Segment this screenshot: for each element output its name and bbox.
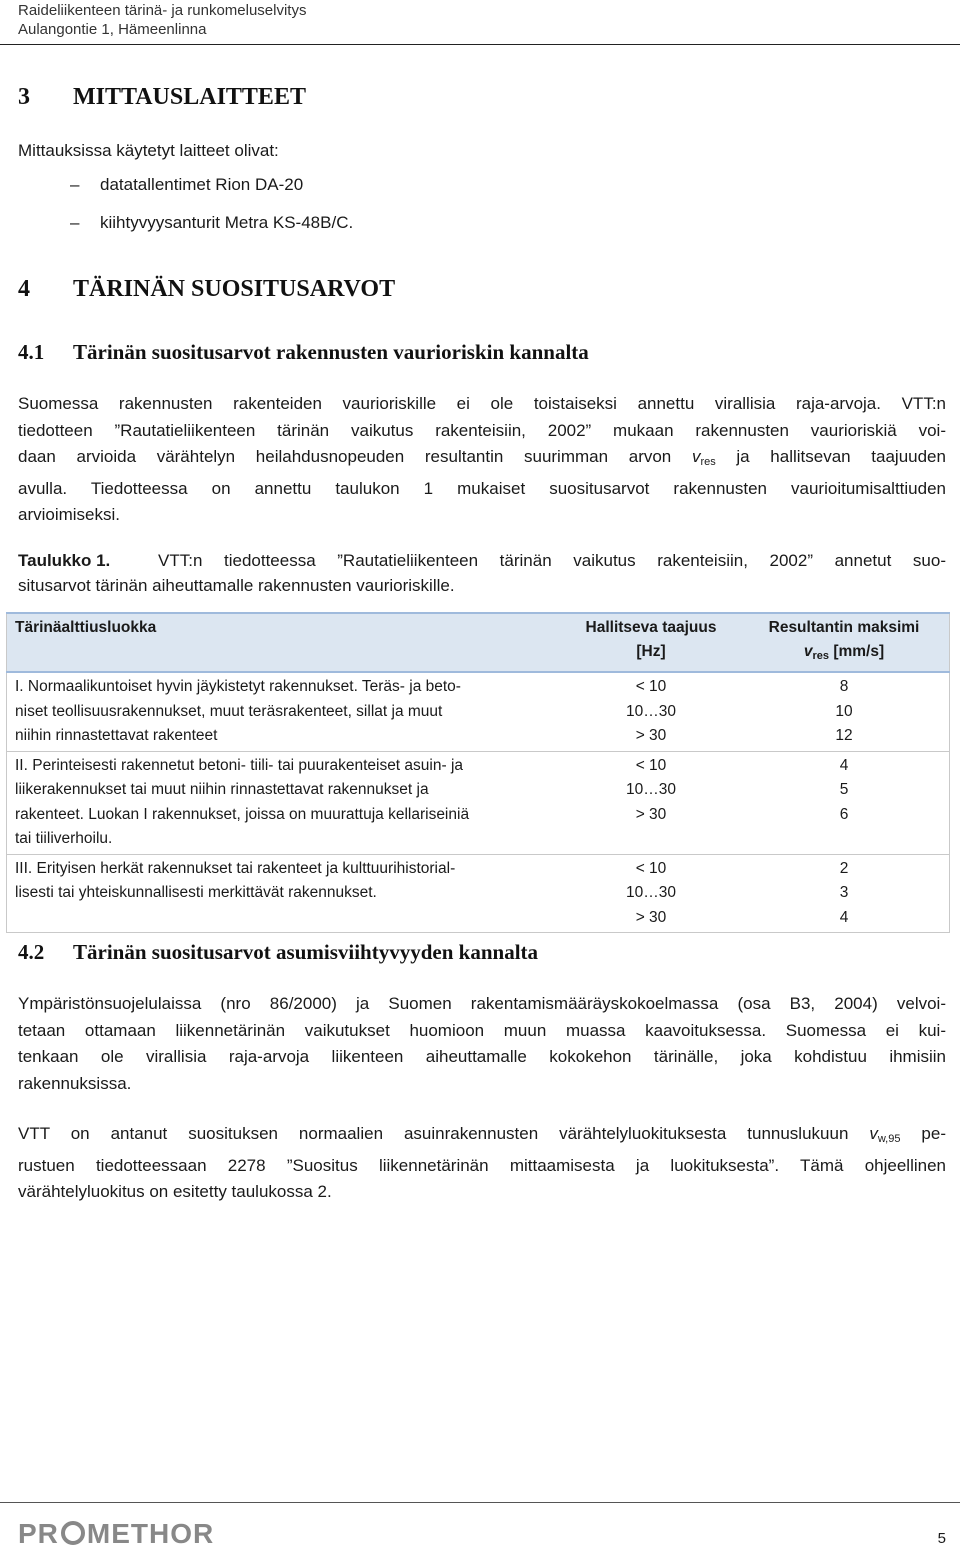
paragraph-line: rakennuksissa. [18, 1073, 132, 1093]
section-4-2-paragraph-2 [18, 1121, 946, 1206]
document-header-address: Aulangontie 1, Hämeenlinna [18, 21, 207, 38]
heading-number: 4.1 [18, 340, 45, 364]
header-divider [0, 44, 960, 45]
row-description: I. Normaalikuntoiset hyvin jäykistetyt rakennukset. Teräs- ja beto- niset teollisuusrakennukset, muut teräsrakenteet, sillat ja muut niihin rinnastettavat rakenteet [15, 678, 461, 744]
col-header-resultant: Resultantin maksimi $v_{res}$ [mm/s] [739, 613, 950, 672]
heading-section-4-1 [18, 340, 589, 365]
document-header-title: Raideliikenteen tärinä- ja runkomeluselvitys [18, 2, 307, 19]
paragraph-line: tenkaan ole virallisia raja-arvoja liikenteen aiheuttamalle kokokehon tärinälle, joka kohdistuu ihmisiin [18, 1047, 946, 1066]
paragraph-line: avulla. Tiedotteessa on annettu taulukon 1 mukaiset suositusarvot rakennusten vaurioitumisalttiuden [18, 478, 946, 498]
table-row [7, 751, 950, 854]
col-header-frequency: Hallitseva taajuus [Hz] [563, 613, 739, 672]
row-frequency: < 10 10…30 > 30 [563, 751, 739, 854]
paragraph-line: värähtelyluokitus on esitetty taulukossa 2. [18, 1182, 332, 1201]
table-1-label: Taulukko 1. [18, 551, 111, 570]
row-vres: 8 10 12 [835, 678, 853, 744]
paragraph-line: arvioimiseksi. [18, 505, 121, 524]
table-row [7, 672, 950, 751]
promethor-logo: PR METHOR [18, 1518, 215, 1549]
heading-section-4 [18, 276, 395, 303]
section-3-intro: Mittauksissa käytetyt laitteet olivat: [18, 141, 279, 160]
table-1 [6, 612, 950, 933]
v-w95-symbol: v [869, 1124, 878, 1143]
col-header-class: Tärinäalttiusluokka [7, 613, 564, 672]
page-number: 5 [937, 1530, 946, 1547]
row-vres: 2 3 4 [739, 854, 950, 933]
heading-number: 4 [18, 276, 30, 302]
heading-number: 4.2 [18, 940, 45, 964]
paragraph-line: tiedotteen ”Rautatieliikenteen tärinän vaikutus rakenteisiin, 2002” mukaan rakennusten vaurioriskiä voi- [18, 420, 946, 440]
table-header-row [7, 613, 950, 672]
row-description: III. Erityisen herkät rakennukset tai rakenteet ja kulttuurihistorial- lisesti tai yhteiskunnallisesti merkittävät rakennukset. [7, 854, 564, 933]
heading-text: MITTAUSLAITTEET [73, 84, 306, 110]
paragraph-line: VTT on antanut suosituksen normaalien asuinrakennusten värähtelyluokituksesta tunnuslukuun $v_{w,95}$ pe- [18, 1124, 946, 1145]
list-item: – kiihtyvyysanturit Metra KS-48B/C. [70, 213, 354, 232]
footer-divider [0, 1502, 960, 1503]
paragraph-line: Suomessa rakennusten rakenteiden vaurioriskille ei ole toistaiseksi annettu virallisia raja-arvoja. VTT:n [18, 394, 946, 413]
heading-text: TÄRINÄN SUOSITUSARVOT [73, 276, 396, 302]
heading-section-3 [18, 84, 306, 111]
paragraph-line: rustuen tiedotteessaan 2278 ”Suositus liikennetärinän mittaamisesta ja luokituksesta”. Tämä ohjeellinen [18, 1155, 946, 1175]
section-4-2-paragraph-1 [18, 991, 946, 1097]
row-frequency: < 10 10…30 > 30 [563, 854, 739, 933]
dash-bullet-icon: – [70, 175, 80, 194]
row-frequency: < 10 10…30 > 30 [626, 678, 676, 744]
v-res-symbol: v [691, 447, 701, 466]
heading-text: Tärinän suositusarvot asumisviihtyvyyden kannalta [73, 940, 539, 964]
heading-section-4-2 [18, 940, 538, 965]
heading-number: 3 [18, 84, 30, 110]
table-1-caption: Taulukko 1. VTT:n tiedotteessa ”Rautatieliikenteen tärinän vaikutus rakenteisiin, 2002” annetut suo- situsarvot tärinän aiheuttamalle rakennusten vaurioriskille. [18, 548, 946, 598]
row-vres: 4 5 6 [739, 751, 950, 854]
section-4-1-paragraph [18, 391, 946, 529]
table-row [7, 854, 950, 933]
logo-ring-icon [61, 1521, 85, 1545]
list-item: – datatallentimet Rion DA-20 [70, 175, 304, 194]
row-description: II. Perinteisesti rakennetut betoni- tiili- tai puurakenteiset asuin- ja liikerakennukset tai muut niihin rinnastettavat rakennukset ja rakenteet. Luokan I rakennukset, joissa on muurattuja kellariseiniä tai tiiliverhoilu. [7, 751, 564, 854]
paragraph-line: daan arvioida värähtelyn heilahdusnopeuden resultantin suurimman arvon $v_{res}$ ja hallitsevan taajuuden [18, 447, 946, 468]
paragraph-line: tetaan ottamaan liikennetärinän vaikutukset huomioon muun muassa kaavoituksessa. Suomessa ei kui- [18, 1020, 946, 1040]
heading-text: Tärinän suositusarvot rakennusten vaurioriskin kannalta [73, 340, 589, 364]
dash-bullet-icon: – [70, 213, 80, 232]
paragraph-line: Ympäristönsuojelulaissa (nro 86/2000) ja Suomen rakentamismääräyskokoelmassa (osa B3, 2004) velvoi- [18, 994, 946, 1013]
